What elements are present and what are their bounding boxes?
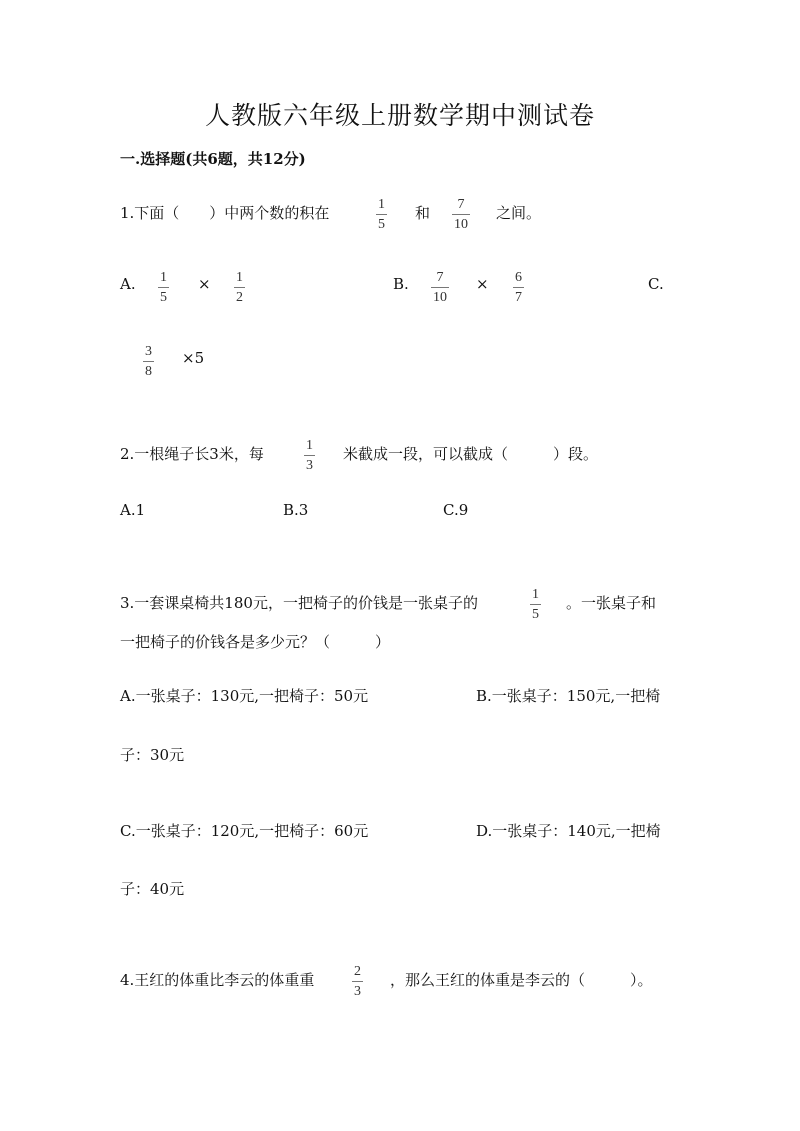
multiply-symbol: ×: [476, 275, 489, 293]
q4-fraction: [352, 963, 363, 1000]
q4-text-after: ，那么王红的体重是李云的（ ）。: [390, 971, 653, 989]
fraction-numerator: 1: [532, 587, 539, 602]
q1-text-mid: 和: [415, 204, 431, 222]
fraction-numerator: 1: [160, 270, 167, 285]
fraction-denominator: 5: [160, 290, 167, 305]
q1-text-before: 1.下面（ ）中两个数的积在: [120, 204, 330, 222]
fraction-denominator: 5: [378, 217, 385, 232]
fraction-numerator: 1: [378, 197, 385, 212]
fraction-denominator: 8: [145, 364, 152, 379]
fraction-denominator: 10: [433, 290, 447, 305]
q1-option-a-label: A.: [120, 275, 136, 293]
q2-option-b: B.3: [283, 501, 309, 519]
fraction-numerator: 7: [457, 197, 465, 212]
q1-option-c-fraction: [143, 343, 154, 380]
fraction-denominator: 10: [454, 217, 468, 232]
fraction-denominator: 7: [515, 290, 522, 305]
page-title: 人教版六年级上册数学期中测试卷: [204, 101, 595, 130]
q3-text-line1-after: 。一张桌子和: [566, 594, 657, 612]
q3-option-b-line1: B.一张桌子：150元,一把椅: [476, 687, 661, 705]
q3-option-d-line1: D.一张桌子：140元,一把椅: [476, 822, 661, 840]
q3-text-line2: 一把椅子的价钱各是多少元？（ ）: [120, 633, 391, 651]
q1-option-b-fraction-1: [431, 269, 449, 306]
fraction-numerator: 2: [354, 964, 361, 979]
section-heading-choice: 一.选择题(共6题，共12分): [120, 150, 306, 168]
q1-option-b-fraction-2: [513, 269, 524, 306]
fraction-numerator: 6: [515, 270, 522, 285]
fraction-denominator: 2: [236, 290, 243, 305]
q1-option-b-label: B.: [393, 275, 409, 293]
fraction-numerator: 1: [236, 270, 243, 285]
multiply-symbol: ×: [198, 275, 211, 293]
q2-text-before: 2.一根绳子长3米，每: [120, 445, 264, 463]
fraction-numerator: 7: [436, 270, 444, 285]
q2-option-c: C.9: [443, 501, 469, 519]
q1-fraction-2: [452, 196, 470, 233]
fraction-numerator: 1: [306, 438, 313, 453]
q1-fraction-1: [376, 196, 387, 233]
q1-option-a-fraction-1: [158, 269, 169, 306]
fraction-numerator: 3: [145, 344, 152, 359]
q4-text-before: 4.王红的体重比李云的体重重: [120, 971, 315, 989]
q3-text-line1-before: 3.一套课桌椅共180元，一把椅子的价钱是一张桌子的: [120, 594, 478, 612]
q1-option-c-tail: ×5: [182, 349, 205, 367]
q3-option-c: C.一张桌子：120元,一把椅子：60元: [120, 822, 369, 840]
fraction-denominator: 3: [306, 458, 313, 473]
fraction-denominator: 5: [532, 607, 539, 622]
q3-option-a: A.一张桌子：130元,一把椅子：50元: [120, 687, 369, 705]
q1-text-after: 之间。: [496, 204, 542, 222]
q1-option-a-fraction-2: [234, 269, 245, 306]
q3-fraction: [530, 586, 541, 623]
q1-option-c-label: C.: [648, 275, 664, 293]
fraction-denominator: 3: [354, 984, 361, 999]
q2-fraction: [304, 437, 315, 474]
q2-text-after: 米截成一段，可以截成（ ）段。: [343, 445, 599, 463]
q3-option-b-line2: 子：30元: [120, 746, 185, 764]
q2-option-a: A.1: [120, 501, 146, 519]
q3-option-d-line2: 子：40元: [120, 880, 185, 898]
